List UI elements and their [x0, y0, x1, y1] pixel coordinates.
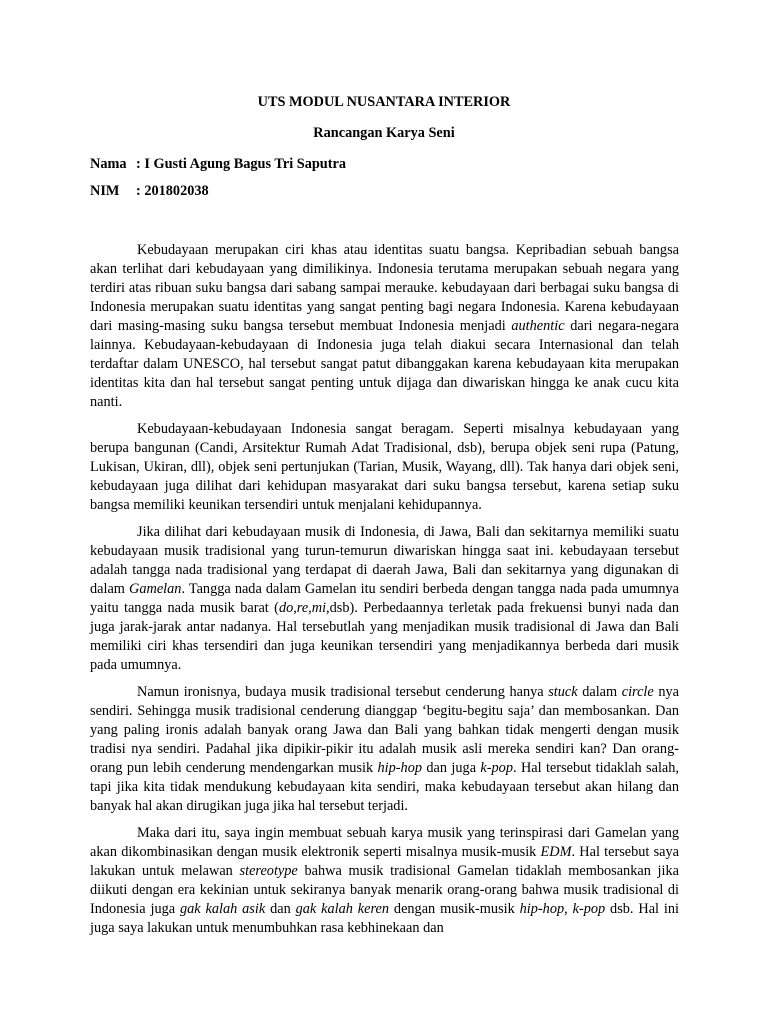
paragraph-text: dsb). Perbedaannya terletak pada frekuensi bunyi nada dan juga jarak-jarak antar nadanya. Hal tersebutlah yang menjadikan musik tradisional di Jawa dan Bali memiliki ciri khas tersendiri dan juga keunikan tersendiri yang menjadikannya berbeda dari musik pada umumnya. [90, 600, 680, 673]
name-label: Nama [90, 156, 127, 172]
paragraph-text: dan [265, 901, 296, 917]
italic-text: hip-hop [377, 760, 423, 776]
paragraph-text: . Hal tersebut saya lakukan untuk melawan [90, 844, 679, 879]
paragraph-text: dsb. Hal ini juga saya lakukan untuk menumbuhkan rasa kebhinekaan dan [90, 901, 679, 936]
italic-text: authentic [511, 318, 565, 334]
paragraph-text: dengan musik-musik [389, 901, 520, 917]
body-text [90, 241, 679, 946]
italic-text: Gamelan [129, 581, 182, 597]
nim-label: NIM [90, 183, 120, 199]
paragraph-text: bahwa musik tradisional Gamelan tidaklah membosankan jika diikuti dengan era kekinian untuk sekiranya banyak menarik orang-orang bahwa musik tradisional di Indonesia juga [90, 863, 679, 917]
italic-text: gak kalah keren [295, 901, 390, 917]
italic-text: gak kalah asik [179, 901, 266, 917]
paragraph-text: dalam [577, 684, 622, 700]
italic-text: stuck [548, 684, 578, 700]
italic-text: stereotype [239, 863, 298, 879]
paragraph-text: . Tangga nada dalam Gamelan itu sendiri berbeda dengan tangga nada pada umumnya yaitu tangga nada musik barat ( [90, 581, 679, 616]
paragraph-text: Namun ironisnya, budaya musik tradisional tersebut cenderung hanya [137, 684, 549, 700]
paragraph-text: Kebudayaan merupakan ciri khas atau identitas suatu bangsa. Kepribadian sebuah bangsa akan terlihat dari kebudayaan yang dimilikinya. Indonesia terutama merupakan sebuah negara yang terdiri atas ribuan suku bangsa dari sabang sampai merauke. kebudayaan dari berbagai suku bangsa di Indonesia merupakan suatu identitas yang sangat penting bagi negara Indonesia. Karena kebudayaan dari masing-masing suku bangsa tersebut membuat Indonesia menjadi [90, 242, 679, 334]
italic-text: k-pop [480, 760, 513, 776]
document-title: UTS MODUL NUSANTARA INTERIOR [257, 94, 511, 110]
paragraph [90, 523, 679, 675]
nim-row [90, 183, 209, 199]
paragraph-text: Kebudayaan-kebudayaan Indonesia sangat beragam. Seperti misalnya kebudayaan yang berupa bangunan (Candi, Arsitektur Rumah Adat Tradisional, dsb), berupa objek seni rupa (Patung, Lukisan, Ukiran, dll), objek seni pertunjukan (Tarian, Musik, Wayang, dll). Tak hanya dari objek seni, kebudayaan juga dilihat dari kehidupan masyarakat dari suku bangsa tersebut, karena setiap suku bangsa memiliki keunikan tersendiri untuk menjalani kehidupannya. [90, 421, 679, 513]
italic-text: do,re,mi, [278, 600, 330, 616]
nim-value: : 201802038 [136, 183, 209, 199]
name-row [90, 156, 346, 172]
italic-text: circle [621, 684, 654, 700]
name-value: : I Gusti Agung Bagus Tri Saputra [136, 156, 347, 172]
italic-text: EDM [540, 844, 572, 860]
paragraph-text: Jika dilihat dari kebudayaan musik di Indonesia, di Jawa, Bali dan sekitarnya memiliki suatu kebudayaan musik tradisional yang turun-temurun diwariskan hingga saat ini. kebudayaan tersebut adalah tangga nada tradisional yang terdapat di daerah Jawa, Bali dan sekitarnya yang digunakan di dalam [90, 524, 679, 597]
paragraph [90, 420, 679, 515]
paragraph [90, 824, 679, 938]
paragraph-text: . Hal tersebut tidaklah salah, tapi jika kita tidak mendukung kebudayaan kita sendiri, maka kebudayaan tersebut akan hilang dan banyak hal akan dirugikan juga jika hal tersebut terjadi. [90, 760, 679, 814]
paragraph-text: Maka dari itu, saya ingin membuat sebuah karya musik yang terinspirasi dari Gamelan yang akan dikombinasikan dengan musik elektronik seperti misalnya musik-musik [90, 825, 679, 860]
paragraph-text: nya sendiri. Sehingga musik tradisional cenderung dianggap ‘begitu-begitu saja’ dan membosankan. Dan yang paling ironis adalah banyak orang Jawa dan Bali yang bahkan tidak mengerti dengan musik tradisi nya sendiri. Padahal jika dipikir-pikir itu adalah musik asli mereka sendiri kan? Dan orang-orang pun lebih cenderung mendengarkan musik [90, 684, 679, 776]
paragraph [90, 683, 679, 816]
paragraph [90, 241, 679, 412]
paragraph-text: dan juga [422, 760, 481, 776]
italic-text: hip-hop, k-pop [519, 901, 606, 917]
paragraph-text: dari negara-negara lainnya. Kebudayaan-kebudayaan di Indonesia juga telah diakui secara Internasional dan telah terdaftar dalam UNESCO, hal tersebut sangat patut dibanggakan karena kebudayaan kita merupakan identitas kita dan hal tersebut sangat penting untuk dijaga dan diwariskan hingga ke anak cucu kita nanti. [90, 318, 680, 410]
document-subtitle: Rancangan Karya Seni [313, 125, 455, 141]
